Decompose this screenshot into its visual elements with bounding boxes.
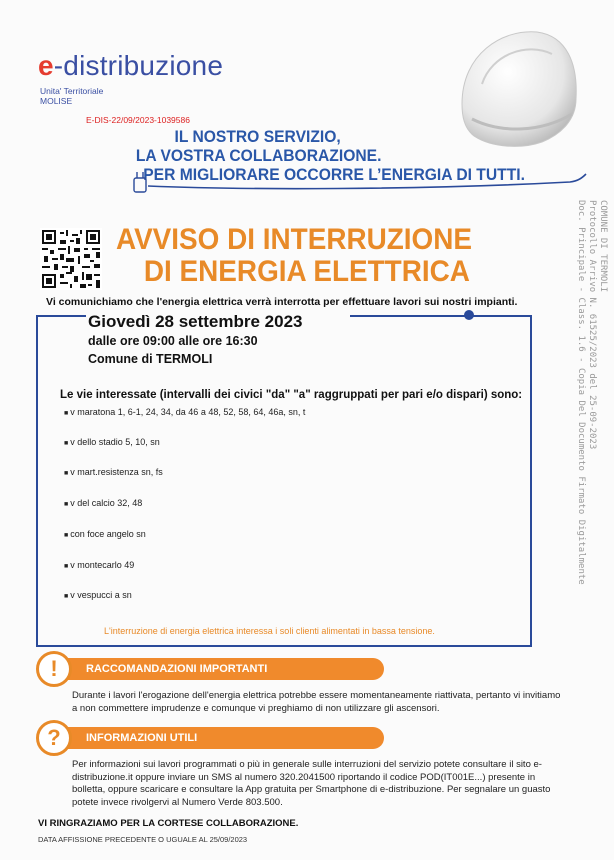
slogan-line3: PER MIGLIORARE OCCORRE L’ENERGIA DI TUTTI. — [143, 165, 525, 184]
protocol-stamp — [540, 200, 610, 680]
low-voltage-note: L'interruzione di energia elettrica interessa i soli clienti alimentati in bassa tensione. — [104, 626, 435, 636]
municipality: Comune di TERMOLI — [88, 352, 213, 366]
interruption-date: Giovedì 28 settembre 2023 — [88, 312, 303, 331]
stamp-line1: COMUNE DI TERMOLI — [598, 200, 608, 293]
brand-logo — [38, 50, 223, 82]
recommendations-text: Durante i lavori l'erogazione dell'energia elettrica potrebbe essere momentaneamente riattivata, pertanto vi invitiamo a non commettere imprudenze e comunque vi preghiamo di non utilizzare gli ascensori. — [72, 690, 561, 714]
street-item: ■ v maratona 1, 6-1, 24, 34, da 46 a 48, 52, 58, 64, 46a, sn, t — [64, 407, 306, 417]
street-item: ■ v montecarlo 49 — [64, 560, 135, 570]
street-item: ■ v mart.resistenza sn, fs — [64, 467, 163, 477]
unit-line2: MOLISE — [40, 96, 73, 106]
warning-icon: ! — [36, 651, 72, 687]
plug-cable-icon — [120, 160, 590, 200]
interruption-time: dalle ore 09:00 alle ore 16:30 — [88, 334, 258, 348]
box-dot — [464, 310, 474, 320]
qr-code-icon — [40, 228, 102, 290]
brand-name: -distribuzione — [53, 50, 224, 81]
notice-title — [116, 224, 472, 288]
territorial-unit — [40, 86, 103, 106]
box-border-left — [36, 315, 86, 317]
thanks-text: VI RINGRAZIAMO PER LA CORTESE COLLABORAZIONE. — [38, 818, 299, 829]
slogan-line1: IL NOSTRO SERVIZIO, — [174, 127, 341, 146]
recommendations-header — [66, 658, 384, 680]
question-icon: ? — [36, 720, 72, 756]
street-item: ■ con foce angelo sn — [64, 529, 146, 539]
title-line2: DI ENERGIA ELETTRICA — [143, 255, 470, 288]
info-header — [66, 727, 384, 749]
title-line1: AVVISO DI INTERRUZIONE — [116, 223, 473, 256]
affix-date: DATA AFFISSIONE PRECEDENTE O UGUALE AL 25/09/2023 — [38, 835, 248, 844]
unit-line1: Unita' Territoriale — [40, 86, 104, 96]
brand-e: e — [38, 50, 54, 81]
info-title: INFORMAZIONI UTILI — [86, 732, 198, 744]
recommendations-title: RACCOMANDAZIONI IMPORTANTI — [86, 663, 268, 675]
stamp-line2: Protocollo Arrivo N. 61525/2023 del 25-09-2023 — [587, 200, 597, 450]
intro-text: Vi comunichiamo che l'energia elettrica verrà interrotta per effettuare lavori sui nostri impianti. — [46, 296, 518, 308]
protocol-number: E-DIS-22/09/2023-1039586 — [86, 115, 190, 125]
street-item: ■ v dello stadio 5, 10, sn — [64, 437, 160, 447]
stamp-line3: Doc. Principale - Class. 1.6 - Copia Del Documento Firmato Digitalmente — [576, 200, 586, 585]
streets-header: Le vie interessate (intervalli dei civici "da" "a" raggruppati per pari e/o dispari) sono: — [60, 389, 523, 401]
street-item: ■ v vespucci a sn — [64, 590, 132, 600]
street-item: ■ v del calcio 32, 48 — [64, 498, 143, 508]
info-text: Per informazioni sui lavori programmati o più in generale sulle interruzioni del servizio potete consultare il sito e-distribuzione.it oppure inviare un SMS al numero 320.2041500 riportando il codice POD(IT001E...) presente in bolletta, oppure scaricare e consultare la App gratuita per Smartphone di e-distribuzione. Per segnalare un guasto potete invece rivolgervi al Numero Verde 803.500. — [72, 759, 551, 808]
box-border-right — [350, 315, 530, 317]
slogan-line2: LA VOSTRA COLLABORAZIONE. — [135, 146, 382, 165]
